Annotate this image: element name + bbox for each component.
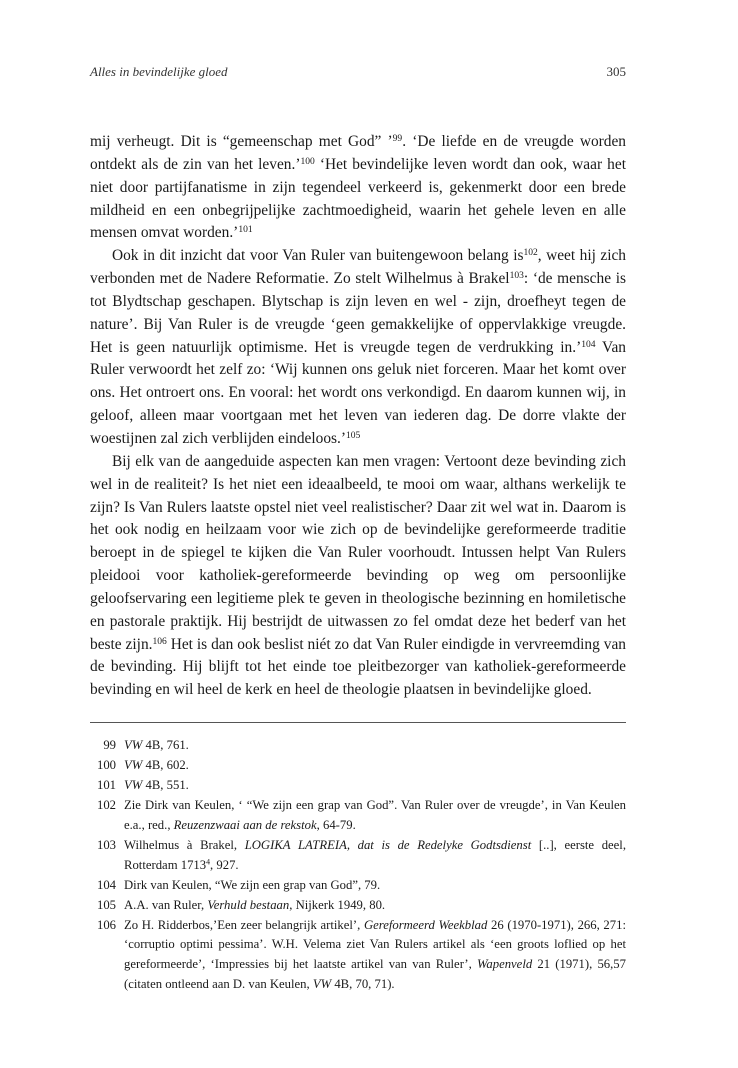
footnote-part: 4B, 551.	[142, 778, 189, 793]
footnote-part: [..], eerste deel, Rotterdam 1713	[124, 837, 627, 872]
footnote-part: 4B, 70, 71).	[331, 976, 395, 991]
footnote-divider	[90, 722, 626, 723]
paragraph-2	[90, 245, 626, 451]
paragraph-text: Van Ruler verwoordt het zelf zo: ‘Wij kunnen ons geluk niet forceren. Maar het komt over ons. Het ontroert ons. En vooral: het wordt ons verkondigd. En daarom kunnen wij, in geloof, alleen maar voortgaan met het leven van iederen dag. De dorre vlakte der woestijnen zal zich verblijden eindeloos.’	[90, 338, 626, 447]
footnote-part: A.A. van Ruler,	[124, 897, 208, 912]
footnote-number: 105	[96, 897, 116, 912]
footnote-ref-100[interactable]: 100	[300, 155, 315, 167]
footnote-italic: VW	[124, 758, 143, 773]
running-title: Alles in bevindelijke gloed	[90, 64, 228, 79]
footnote-number: 99	[103, 738, 116, 752]
footnote-ref-101[interactable]: 101	[238, 224, 253, 236]
footnote-part: Wilhelmus à Brakel,	[124, 837, 245, 852]
body-text	[90, 131, 626, 702]
footnote-text	[124, 796, 626, 835]
paragraph-text: mij verheugt. Dit is “gemeenschap met God” ’	[90, 133, 393, 150]
footnote-100	[90, 756, 626, 776]
footnote-part: , Nijkerk 1949, 80.	[289, 897, 386, 912]
footnote-number: 100	[96, 758, 116, 773]
paragraph-text: Bij elk van de aangeduide aspecten kan men vragen: Vertoont deze bevinding zich wel in de realiteit? Is het niet een ideaalbeeld, te mooi om waar, althans werkelijk te zijn? Is Van Rulers laatste opstel niet veel realistischer? Daar zit wel wat in. Daarom is het ook nodig en heilzaam voor wie zich op de bevindelijke gereformeerde traditie beroept in de spiegel te kijken die Van Ruler voorhoudt. Intussen helpt Van Rulers pleidooi voor katholiek-gereformeerde bevinding op weg om persoonlijke geloofservaring een legitieme plek te geven in theologische bezinning en homiletische en pastorale praktijk. Hij bestrijdt de uitwassen zo fel omdat deze het bederf van het beste zijn.	[90, 452, 626, 653]
footnote-italic: Verhuld bestaan	[207, 897, 290, 912]
footnote-number: 102	[96, 798, 116, 813]
footnote-italic: VW	[124, 738, 143, 752]
footnote-italic: LOGIKA LATREIA, dat is de Redelyke Godtsdienst	[244, 837, 532, 852]
page-number: 305	[606, 64, 626, 79]
footnote-102	[90, 796, 626, 835]
footnote-number: 101	[96, 778, 116, 793]
footnote-text	[124, 896, 626, 916]
footnote-number: 106	[96, 917, 116, 932]
footnote-text: Dirk van Keulen, “We zijn een grap van God”, 79.	[124, 877, 381, 892]
footnote-part: , 64-79.	[316, 817, 356, 832]
paragraph-1	[90, 131, 626, 245]
footnote-text	[124, 836, 626, 875]
footnote-101	[90, 776, 626, 796]
footnote-ref-102[interactable]: 102	[523, 246, 538, 258]
footnote-text	[124, 756, 626, 776]
paragraph-text: . ‘De liefde en de vreugde worden ontdekt als de zin van het leven.’	[90, 133, 626, 173]
footnote-99	[90, 736, 626, 756]
footnote-italic: VW	[312, 976, 332, 991]
footnotes	[90, 736, 626, 995]
paragraph-3	[90, 451, 626, 702]
paragraph-text: , weet hij zich verbonden met de Nadere Reformatie. Zo stelt Wilhelmus à Brakel	[90, 247, 627, 288]
footnote-text	[124, 776, 626, 796]
footnote-part: 21 (1971), 56,57 (citaten ontleend aan D. van Keulen,	[124, 957, 626, 991]
paragraph-text: Het is dan ook beslist niét zo dat Van Ruler eindigde in vervreemding van de bevinding. Hij blijft tot het einde toe pleitbezorger van katholiek-gereformeerde bevinding en wil heel de kerk en heel de theologie plaatsen in bevindelijke gloed.	[90, 635, 626, 699]
footnote-ref-99[interactable]: 99	[392, 132, 403, 144]
paragraph-text: : ‘de mensche is tot Blydtschap geschapen. Blytschap is zijn leven en wel - zijn, droefheyt tegen de nature’. Bij Van Ruler is de vreugde ‘geen gemakkelijke of oppervlakkige vreugde. Het is geen natuurlijk optimisme. Het is vreugde tegen de verdrukking in.’	[90, 270, 626, 356]
footnote-ref-106[interactable]: 106	[152, 635, 167, 647]
footnote-ref-103[interactable]: 103	[509, 269, 524, 281]
footnote-text	[124, 916, 626, 994]
paragraph-text: ‘Het bevindelijke leven wordt dan ook, waar het niet door partijfanatisme in zijn tegendeel verkeerd is, gekenmerkt door een brede mildheid en een onbegrijpelijke zachtmoedigheid, waarin het gehele leven en alle mensen omvat worden.’	[90, 155, 626, 242]
footnote-part: , 927.	[210, 857, 239, 872]
footnote-italic: Gereformeerd Weekblad	[363, 917, 488, 932]
footnote-106	[90, 916, 626, 994]
footnote-italic: Wapenveld	[476, 957, 533, 972]
footnote-part: Zo H. Ridderbos,’Een zeer belangrijk artikel’,	[124, 917, 364, 932]
footnote-number: 103	[96, 837, 116, 852]
edition-superscript: 4	[206, 857, 211, 867]
paragraph-text: Ook in dit inzicht dat voor Van Ruler van buitengewoon belang is	[112, 247, 524, 265]
footnote-105	[90, 896, 626, 916]
footnote-part: Zie Dirk van Keulen, ‘ “We zijn een grap van God”. Van Ruler over de vreugde’, in Van Keulen e.a., red.,	[124, 798, 626, 832]
footnote-number: 104	[96, 877, 116, 892]
footnote-italic: VW	[124, 778, 143, 793]
footnote-ref-104[interactable]: 104	[581, 338, 596, 350]
footnote-text	[124, 736, 626, 756]
footnote-104	[90, 876, 626, 896]
footnote-part: 4B, 761.	[142, 738, 189, 752]
footnote-103	[90, 836, 626, 875]
footnote-part: 26 (1970-1971), 266, 271: ‘corruptio optimi pessima’. W.H. Velema ziet Van Rulers artikel als ‘een groots loflied op het gereformeerde’, ‘Impressies bij het laatste artikel van van Ruler’,	[124, 917, 626, 972]
footnote-italic: Reuzenzwaai aan de rekstok	[173, 817, 317, 832]
footnote-part: 4B, 602.	[142, 758, 189, 773]
footnote-ref-105[interactable]: 105	[346, 429, 361, 441]
